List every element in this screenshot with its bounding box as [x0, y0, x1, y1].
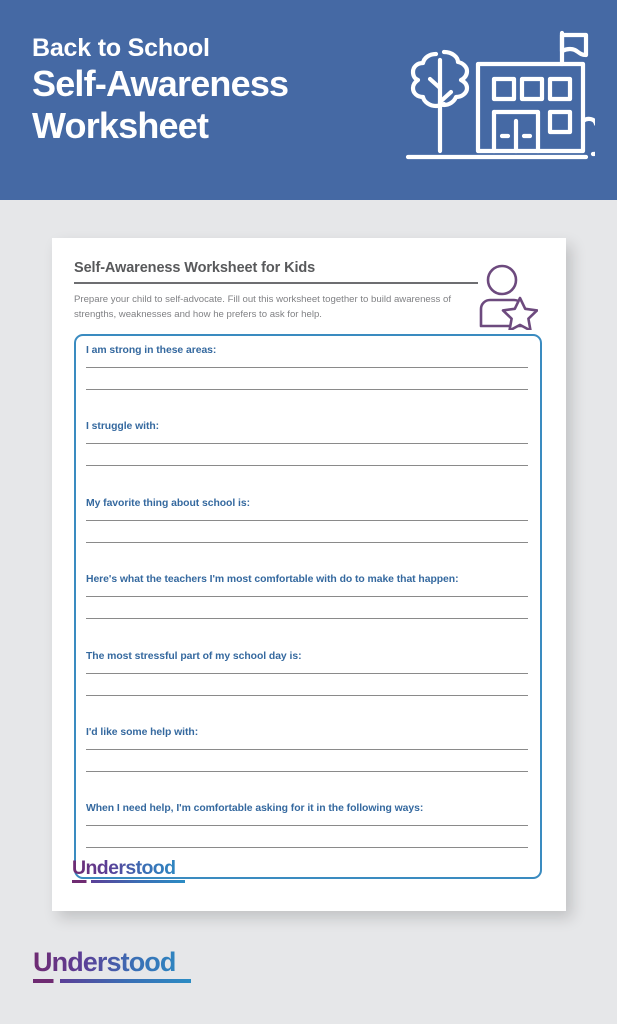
blank-line[interactable]: [86, 542, 528, 543]
blank-line[interactable]: [86, 847, 528, 848]
prompt-list: [86, 334, 538, 869]
footer-logo-underline: [33, 979, 191, 982]
prompt-answer-lines[interactable]: [86, 749, 528, 793]
blank-line[interactable]: [86, 695, 528, 696]
banner-title-line-2: Worksheet: [32, 105, 209, 147]
prompt-label: I am strong in these areas:: [86, 345, 217, 356]
prompt-item: [86, 716, 538, 792]
prompt-label: When I need help, I'm comfortable asking for it in the following ways:: [86, 803, 424, 815]
worksheet-logo-wordmark: Understood: [72, 858, 185, 878]
blank-line[interactable]: [86, 771, 528, 772]
prompt-answer-lines[interactable]: [86, 596, 528, 640]
prompt-answer-lines[interactable]: [86, 443, 528, 487]
prompt-answer-lines[interactable]: [86, 520, 528, 564]
prompt-item: [86, 563, 538, 639]
prompt-answer-lines[interactable]: [86, 367, 528, 411]
blank-line[interactable]: [86, 520, 528, 521]
blank-line[interactable]: [86, 673, 528, 674]
person-with-star-icon: [476, 264, 538, 330]
school-building-icon: [390, 26, 595, 176]
header-banner: [0, 0, 617, 200]
blank-line[interactable]: [86, 367, 528, 368]
prompt-label: I struggle with:: [86, 421, 160, 433]
prompt-item: [86, 334, 538, 410]
blank-line[interactable]: [86, 443, 528, 444]
footer-logo-wordmark: Understood: [33, 948, 191, 976]
worksheet-header: [74, 260, 540, 322]
worksheet-title: Self-Awareness Worksheet for Kids: [74, 260, 316, 276]
footer-understood-logo: [33, 948, 191, 983]
blank-line[interactable]: [86, 618, 528, 619]
blank-line[interactable]: [86, 596, 528, 597]
blank-line[interactable]: [86, 749, 528, 750]
blank-line[interactable]: [86, 389, 528, 390]
prompt-label: Here's what the teachers I'm most comfortable with do to make that happen:: [86, 574, 459, 586]
prompt-label: My favorite thing about school is:: [86, 497, 250, 509]
prompt-item: [86, 487, 538, 563]
prompt-item: [86, 410, 538, 486]
banner-text-block: [32, 34, 402, 147]
prompt-answer-lines[interactable]: [86, 673, 528, 717]
worksheet-logo-underline: [72, 880, 185, 883]
worksheet-title-divider: [74, 282, 478, 284]
blank-line[interactable]: [86, 465, 528, 466]
worksheet-understood-logo: [72, 858, 185, 883]
prompt-item: [86, 640, 538, 716]
banner-kicker: Back to School: [32, 34, 210, 62]
blank-line[interactable]: [86, 825, 528, 826]
worksheet-subtitle: Prepare your child to self-advocate. Fill out this worksheet together to build awareness of strengths, weaknesses and how he prefers to ask for help.: [74, 294, 452, 320]
prompt-label: I'd like some help with:: [86, 726, 199, 738]
prompt-label: The most stressful part of my school day is:: [86, 650, 302, 662]
banner-title-line-1: Self-Awareness: [32, 63, 289, 104]
